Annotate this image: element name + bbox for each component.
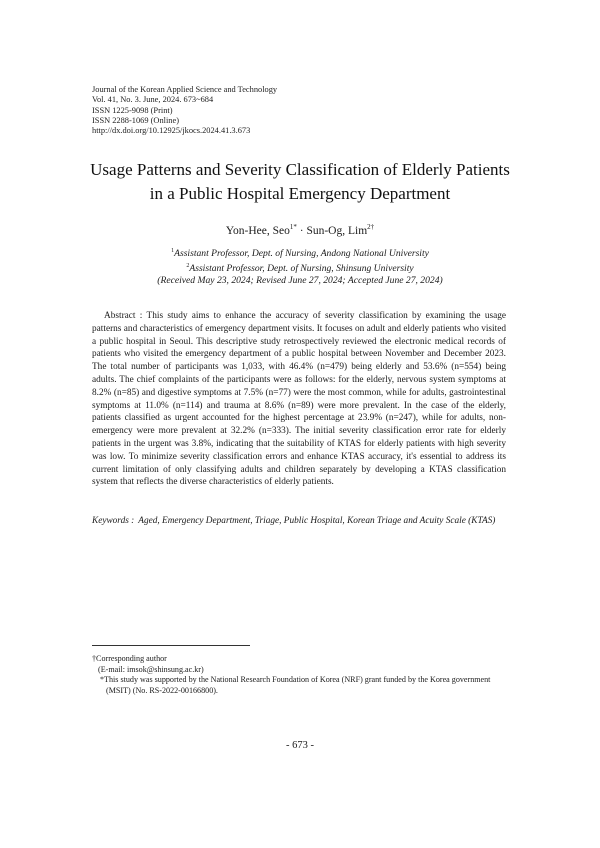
title-line-2: in a Public Hospital Emergency Department <box>149 184 451 203</box>
paper-title <box>60 158 540 206</box>
affiliation-2 <box>60 260 540 275</box>
abstract <box>92 310 506 489</box>
affiliation-1-text: Assistant Professor, Dept. of Nursing, Andong National University <box>174 248 429 259</box>
affiliation-2-marker: 2 <box>186 263 190 270</box>
journal-name: Journal of the Korean Applied Science and Technology <box>92 85 278 94</box>
abstract-label: Abstract : <box>104 311 143 321</box>
author-1: Yon-Hee, Seo <box>225 225 290 237</box>
affiliation-1 <box>60 245 540 260</box>
affiliations <box>60 245 540 288</box>
funding-text: This study was supported by the National Research Foundation of Korea (NRF) grant funded by the Korea government (MSIT) (No. RS-2022-00166800). <box>104 675 491 696</box>
author-separator: · <box>299 225 304 237</box>
asterisk-mark: * <box>100 675 105 685</box>
keywords-text: Aged, Emergency Department, Triage, Public Hospital, Korean Triage and Acuity Scale (KTAS) <box>138 516 496 526</box>
page-number: - 673 - <box>286 740 314 751</box>
author-2-marker: 2† <box>367 223 375 231</box>
dagger-mark: † <box>92 654 97 663</box>
author-2: Sun-Og, Lim <box>306 225 368 237</box>
author-line <box>60 220 540 238</box>
footnotes <box>92 654 506 697</box>
affiliation-2-text: Assistant Professor, Dept. of Nursing, Shinsung University <box>189 263 414 275</box>
abstract-text: This study aims to enhance the accuracy of severity classification by examining the usage patterns and characteristics of emergency department visits. It focuses on adult and elderly patients who visited a public hospital in Seoul. This descriptive study retrospectively reviewed the electronic medical records of patients who visited the emergency department of a public hospital between November and December 2023. The total number of participants was 1,033, with 46.4% (n=479) being elderly and 53.6% (n=554) being adults. The chief complaints of the participants were as follows: for the elderly, nervous system symptoms at 8.2% (n=85) and digestive symptoms at 7.5% (n=77) were the most common, while for adults, gastrointestinal symptoms at 11.0% (n=114) and trauma at 8.6% (n=89) were more prevalent. In the case of the elderly, patients classified as urgent accounted for the highest percentage at 23.9% (n=247), while for adults, non-emergency were more prevalent at 32.2% (n=333). The initial severity classification error rate for elderly patients in the urgent was 3.8%, indicating that the suitability of KTAS for elderly patients with high severity was low. To minimize severity classification errors and enhance KTAS accuracy, it's essential to address its current limitation of only classifying adults and children separately by developing a KTAS classification system that reflects the diverse characteristics of elderly patients. <box>92 311 507 488</box>
affiliation-1-marker: 1 <box>171 248 175 254</box>
title-line-1: Usage Patterns and Severity Classification of Elderly Patients <box>90 160 510 179</box>
doi-link[interactable]: http://dx.doi.org/10.12925/jkocs.2024.41.3.673 <box>92 126 251 136</box>
journal-volume: Vol. 41, No. 3. June, 2024. 673~684 <box>92 95 214 105</box>
corresponding-author-label: Corresponding author <box>96 654 167 663</box>
keywords <box>92 515 506 528</box>
author-1-marker: 1* <box>289 223 297 231</box>
journal-info <box>92 85 392 136</box>
issn-print: ISSN 1225-9098 (Print) <box>92 105 173 115</box>
submission-dates: (Received May 23, 2024; Revised June 27, 2024; Accepted June 27, 2024) <box>157 275 443 287</box>
footnote-divider <box>92 645 250 646</box>
funding-note <box>92 675 506 696</box>
corresponding-author-note <box>92 654 506 665</box>
issn-online: ISSN 2288-1069 (Online) <box>92 115 180 125</box>
keywords-label: Keywords : <box>92 516 135 526</box>
corresponding-email: (E-mail: imsok@shinsung.ac.kr) <box>98 664 204 674</box>
